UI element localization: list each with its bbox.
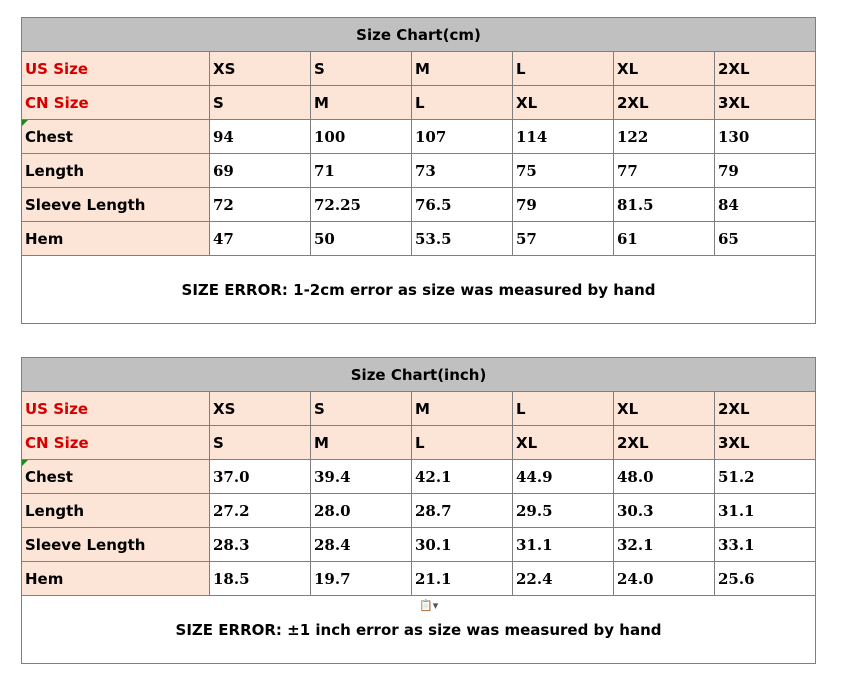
measurement-cell[interactable]: 77	[614, 154, 715, 188]
cn-size-row	[22, 426, 816, 460]
us-size-cell[interactable]: L	[513, 52, 614, 86]
table-row	[22, 562, 816, 596]
measurement-cell[interactable]: 31.1	[513, 528, 614, 562]
measurement-cell[interactable]: 122	[614, 120, 715, 154]
note-row	[22, 256, 816, 324]
note-row	[22, 596, 816, 664]
cn-size-cell[interactable]: XL	[513, 426, 614, 460]
measurement-cell[interactable]: 28.7	[412, 494, 513, 528]
measurement-cell[interactable]: 21.1	[412, 562, 513, 596]
us-size-cell[interactable]: XL	[614, 392, 715, 426]
measurement-cell[interactable]: 50	[311, 222, 412, 256]
size-chart-inch-table	[21, 357, 816, 664]
size-chart-cm-table	[21, 17, 816, 324]
measurement-cell[interactable]: 84	[715, 188, 816, 222]
row-label-length[interactable]: Length	[22, 494, 210, 528]
measurement-cell[interactable]: 47	[210, 222, 311, 256]
paste-options-icon[interactable]: 📋▾	[419, 599, 439, 612]
cn-size-cell[interactable]: 2XL	[614, 86, 715, 120]
cn-size-cell[interactable]: L	[412, 86, 513, 120]
us-size-cell[interactable]: S	[311, 392, 412, 426]
measurement-cell[interactable]: 24.0	[614, 562, 715, 596]
row-label-hem[interactable]: Hem	[22, 222, 210, 256]
table-row	[22, 188, 816, 222]
measurement-cell[interactable]: 100	[311, 120, 412, 154]
us-size-cell[interactable]: S	[311, 52, 412, 86]
table-row	[22, 460, 816, 494]
measurement-cell[interactable]: 25.6	[715, 562, 816, 596]
row-label-length[interactable]: Length	[22, 154, 210, 188]
us-size-row	[22, 52, 816, 86]
table-row	[22, 154, 816, 188]
cn-size-cell[interactable]: XL	[513, 86, 614, 120]
us-size-cell[interactable]: XS	[210, 52, 311, 86]
measurement-cell[interactable]: 114	[513, 120, 614, 154]
measurement-cell[interactable]: 28.0	[311, 494, 412, 528]
measurement-cell[interactable]: 29.5	[513, 494, 614, 528]
measurement-cell[interactable]: 42.1	[412, 460, 513, 494]
measurement-cell[interactable]: 79	[715, 154, 816, 188]
table-row	[22, 528, 816, 562]
measurement-cell[interactable]: 65	[715, 222, 816, 256]
row-label-chest[interactable]	[22, 460, 210, 494]
measurement-cell[interactable]: 28.3	[210, 528, 311, 562]
measurement-cell[interactable]: 30.1	[412, 528, 513, 562]
measurement-cell[interactable]: 71	[311, 154, 412, 188]
measurement-cell[interactable]: 79	[513, 188, 614, 222]
us-size-cell[interactable]: XS	[210, 392, 311, 426]
table-row	[22, 222, 816, 256]
table-title: Size Chart(cm)	[22, 18, 816, 52]
row-label-sleeve-length[interactable]: Sleeve Length	[22, 188, 210, 222]
row-label-sleeve-length[interactable]: Sleeve Length	[22, 528, 210, 562]
measurement-cell[interactable]: 31.1	[715, 494, 816, 528]
measurement-cell[interactable]: 33.1	[715, 528, 816, 562]
measurement-cell[interactable]: 39.4	[311, 460, 412, 494]
cn-size-label[interactable]: CN Size	[22, 86, 210, 120]
measurement-cell[interactable]: 94	[210, 120, 311, 154]
cn-size-cell[interactable]: M	[311, 426, 412, 460]
cn-size-label[interactable]: CN Size	[22, 426, 210, 460]
cn-size-cell[interactable]: 3XL	[715, 426, 816, 460]
measurement-cell[interactable]: 44.9	[513, 460, 614, 494]
us-size-cell[interactable]: 2XL	[715, 392, 816, 426]
measurement-cell[interactable]: 51.2	[715, 460, 816, 494]
measurement-cell[interactable]: 32.1	[614, 528, 715, 562]
measurement-cell[interactable]: 75	[513, 154, 614, 188]
size-error-note[interactable]: SIZE ERROR: 1-2cm error as size was measured by hand	[22, 256, 816, 324]
measurement-cell[interactable]: 72	[210, 188, 311, 222]
row-label-text: Chest	[25, 467, 73, 486]
cn-size-cell[interactable]: M	[311, 86, 412, 120]
cn-size-cell[interactable]: S	[210, 86, 311, 120]
measurement-cell[interactable]: 81.5	[614, 188, 715, 222]
row-label-text: Chest	[25, 127, 73, 146]
measurement-cell[interactable]: 19.7	[311, 562, 412, 596]
us-size-label[interactable]: US Size	[22, 392, 210, 426]
us-size-cell[interactable]: XL	[614, 52, 715, 86]
measurement-cell[interactable]: 28.4	[311, 528, 412, 562]
measurement-cell[interactable]: 130	[715, 120, 816, 154]
cn-size-cell[interactable]: 3XL	[715, 86, 816, 120]
us-size-cell[interactable]: L	[513, 392, 614, 426]
measurement-cell[interactable]: 72.25	[311, 188, 412, 222]
cell-marker-icon	[22, 460, 28, 466]
us-size-label[interactable]: US Size	[22, 52, 210, 86]
measurement-cell[interactable]: 61	[614, 222, 715, 256]
table-title: Size Chart(inch)	[22, 358, 816, 392]
cn-size-cell[interactable]: 2XL	[614, 426, 715, 460]
size-error-note[interactable]	[22, 596, 816, 664]
us-size-row	[22, 392, 816, 426]
size-error-text: SIZE ERROR: ±1 inch error as size was measured by hand	[175, 620, 662, 639]
measurement-cell[interactable]: 76.5	[412, 188, 513, 222]
table-row	[22, 120, 816, 154]
measurement-cell[interactable]: 22.4	[513, 562, 614, 596]
measurement-cell[interactable]: 69	[210, 154, 311, 188]
cell-marker-icon	[22, 120, 28, 126]
measurement-cell[interactable]: 27.2	[210, 494, 311, 528]
cn-size-row	[22, 86, 816, 120]
measurement-cell[interactable]: 73	[412, 154, 513, 188]
table-row	[22, 494, 816, 528]
measurement-cell[interactable]: 30.3	[614, 494, 715, 528]
measurement-cell[interactable]: 53.5	[412, 222, 513, 256]
measurement-cell[interactable]: 18.5	[210, 562, 311, 596]
measurement-cell[interactable]: 57	[513, 222, 614, 256]
us-size-cell[interactable]: M	[412, 52, 513, 86]
measurement-cell[interactable]: 107	[412, 120, 513, 154]
row-label-hem[interactable]: Hem	[22, 562, 210, 596]
row-label-chest[interactable]	[22, 120, 210, 154]
cn-size-cell[interactable]: S	[210, 426, 311, 460]
measurement-cell[interactable]: 48.0	[614, 460, 715, 494]
us-size-cell[interactable]: M	[412, 392, 513, 426]
cn-size-cell[interactable]: L	[412, 426, 513, 460]
measurement-cell[interactable]: 37.0	[210, 460, 311, 494]
us-size-cell[interactable]: 2XL	[715, 52, 816, 86]
